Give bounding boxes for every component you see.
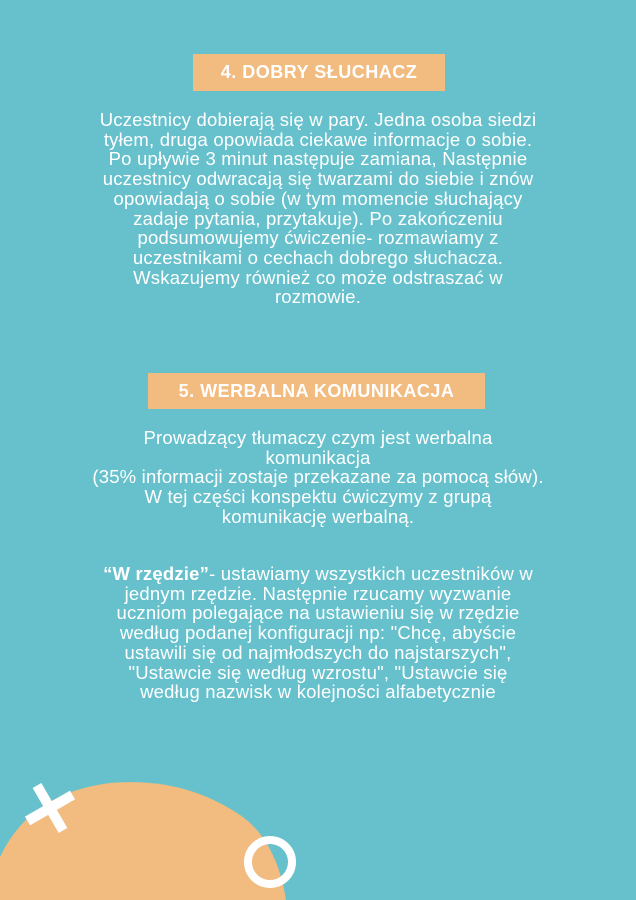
text-line: Po upływie 3 minut następuje zamiana, Następnie bbox=[108, 148, 528, 170]
text-line: Prowadzący tłumaczy czym jest werbalna bbox=[143, 427, 493, 448]
text-line: według nazwisk w kolejności alfabetycznie bbox=[140, 681, 496, 703]
text-line: tyłem, druga opowiada ciekawe informacje o sobie. bbox=[103, 128, 533, 150]
section-5-intro bbox=[0, 428, 636, 527]
text-line: zadaje pytania, przytakuje). Po zakończeniu bbox=[133, 207, 503, 229]
text-line: komunikacja bbox=[265, 446, 371, 468]
text-line: komunikację werbalną. bbox=[221, 505, 415, 527]
text-line: uczniom polegające na ustawieniu się w rzędzie bbox=[116, 602, 520, 624]
section-4-text bbox=[0, 110, 636, 307]
text-line: uczestnikami o cechach dobrego słuchacza. bbox=[132, 246, 504, 268]
text-line: jednym rzędzie. Następnie rzucamy wyzwanie bbox=[124, 582, 512, 604]
text-line: Wskazujemy również co może odstraszać w bbox=[133, 266, 503, 288]
section-4-heading: 4. DOBRY SŁUCHACZ bbox=[193, 54, 445, 91]
exercise-title: “W rzędzie” bbox=[103, 563, 210, 584]
text-line: (35% informacji zostaje przekazane za pomocą słów). bbox=[92, 466, 544, 488]
text-line: W tej części konspektu ćwiczymy z grupą bbox=[144, 486, 492, 508]
text-line: rozmowie. bbox=[274, 286, 362, 308]
exercise-text: - ustawiamy wszystkich uczestników w bbox=[209, 563, 533, 584]
text-line: ustawili się od najmłodszych do najstarszych", bbox=[124, 641, 512, 663]
text-line: według podanej konfiguracji np: "Chcę, abyście bbox=[119, 622, 517, 644]
text-line: Uczestnicy dobierają się w pary. Jedna osoba siedzi bbox=[99, 109, 537, 130]
text-line: "Ustawcie się według wzrostu", "Ustawcie się bbox=[128, 661, 508, 683]
text-line: uczestnicy odwracają się twarzami do siebie i znów bbox=[102, 168, 534, 190]
text-line: opowiadają o sobie (w tym momencie słuchający bbox=[113, 187, 523, 209]
section-5-exercise bbox=[0, 564, 636, 702]
section-5-heading: 5. WERBALNA KOMUNIKACJA bbox=[148, 373, 485, 409]
text-line: podsumowujemy ćwiczenie- rozmawiamy z bbox=[137, 227, 499, 249]
text-line bbox=[0, 564, 636, 584]
